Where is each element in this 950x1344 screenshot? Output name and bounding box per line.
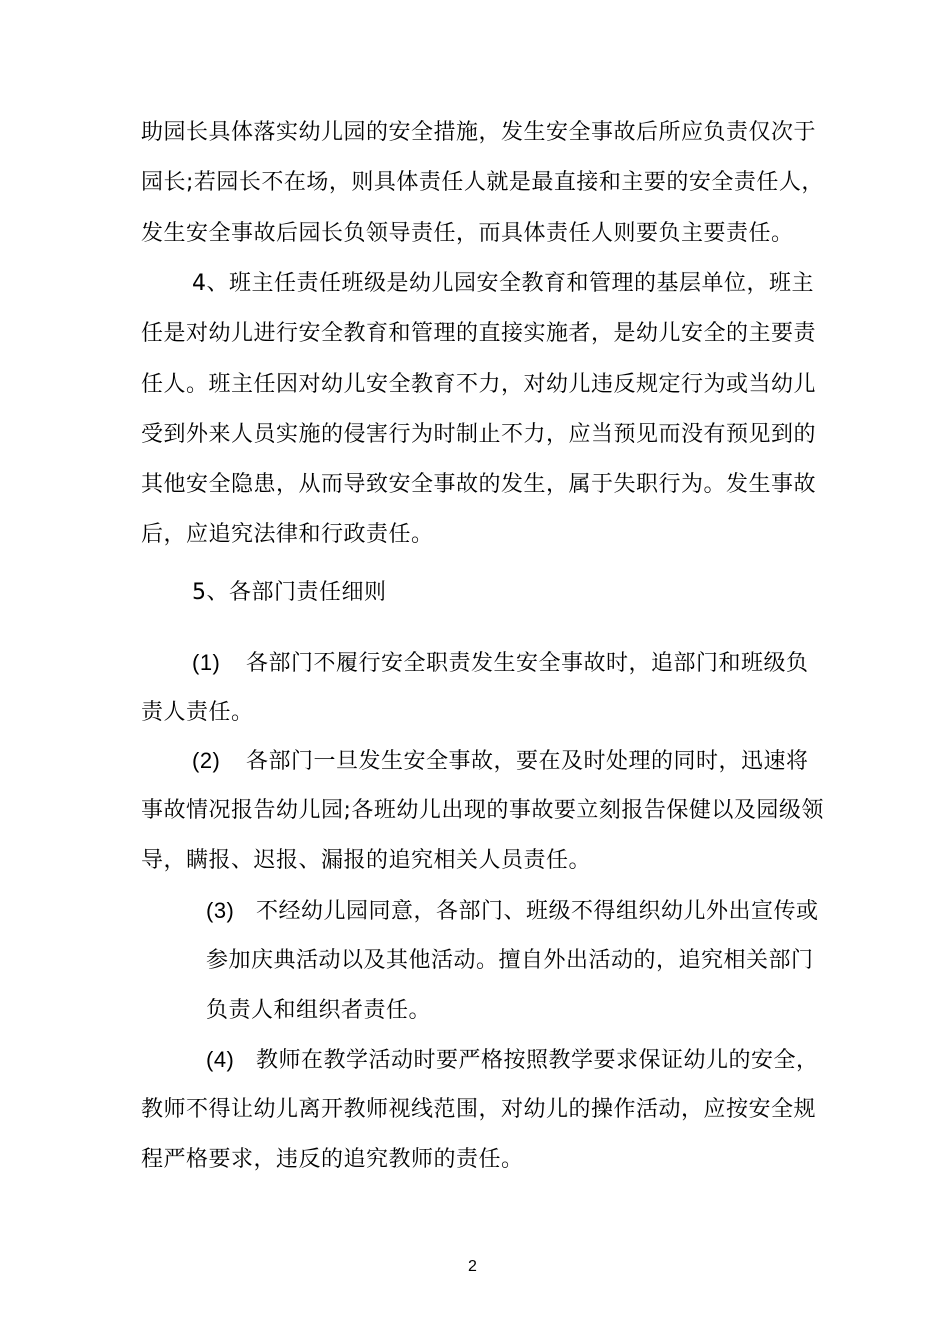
item-number: (1): [192, 650, 221, 675]
item-text: 教师在教学活动时要严格按照教学要求保证幼儿的安全，: [256, 1048, 819, 1073]
paragraph-line: 后，应追究法律和行政责任。: [141, 522, 434, 547]
item-text: 各部门不履行安全职责发生安全事故时，追部门和班级负: [246, 651, 809, 676]
paragraph-line: 发生安全事故后园长负领导责任，而具体责任人则要负主要责任。: [141, 221, 794, 246]
item-number: (2): [192, 748, 221, 773]
paragraph-line: 负责人和组织者责任。: [206, 998, 432, 1023]
paragraph-line: 参加庆典活动以及其他活动。擅自外出活动的，追究相关部门: [206, 948, 814, 973]
paragraph-line: 助园长具体落实幼儿园的安全措施，发生安全事故后所应负责仅次于: [141, 120, 817, 145]
list-item: [192, 648, 809, 679]
paragraph-line: 责人责任。: [141, 700, 254, 725]
paragraph-line: 任人。班主任因对幼儿安全教育不力，对幼儿违反规定行为或当幼儿: [141, 372, 817, 397]
list-item: [192, 746, 809, 777]
item-number: (3): [206, 898, 235, 923]
paragraph-line: 受到外来人员实施的侵害行为时制止不力，应当预见而没有预见到的: [141, 422, 817, 447]
page-number: 2: [468, 1258, 477, 1275]
item-text: 各部门一旦发生安全事故，要在及时处理的同时，迅速将: [246, 749, 809, 774]
paragraph-line: 事故情况报告幼儿园;各班幼儿出现的事故要立刻报告保健以及园级领: [141, 798, 824, 823]
paragraph-line: 其他安全隐患，从而导致安全事故的发生，属于失职行为。发生事故: [141, 472, 817, 497]
paragraph-line: 园长;若园长不在场，则具体责任人就是最直接和主要的安全责任人，: [141, 170, 824, 195]
item-text: 不经幼儿园同意，各部门、班级不得组织幼儿外出宣传或: [256, 899, 819, 924]
section-heading: 5、各部门责任细则: [192, 580, 387, 605]
list-item: [206, 896, 819, 927]
paragraph-line: 任是对幼儿进行安全教育和管理的直接实施者，是幼儿安全的主要责: [141, 321, 817, 346]
item-number: (4): [206, 1047, 235, 1072]
paragraph-line: 4、班主任责任班级是幼儿园安全教育和管理的基层单位，班主: [192, 271, 814, 296]
paragraph-line: 程严格要求，违反的追究教师的责任。: [141, 1147, 524, 1172]
paragraph-line: 教师不得让幼儿离开教师视线范围，对幼儿的操作活动，应按安全规: [141, 1097, 817, 1122]
paragraph-line: 导，瞒报、迟报、漏报的追究相关人员责任。: [141, 848, 592, 873]
list-item: [206, 1045, 819, 1076]
